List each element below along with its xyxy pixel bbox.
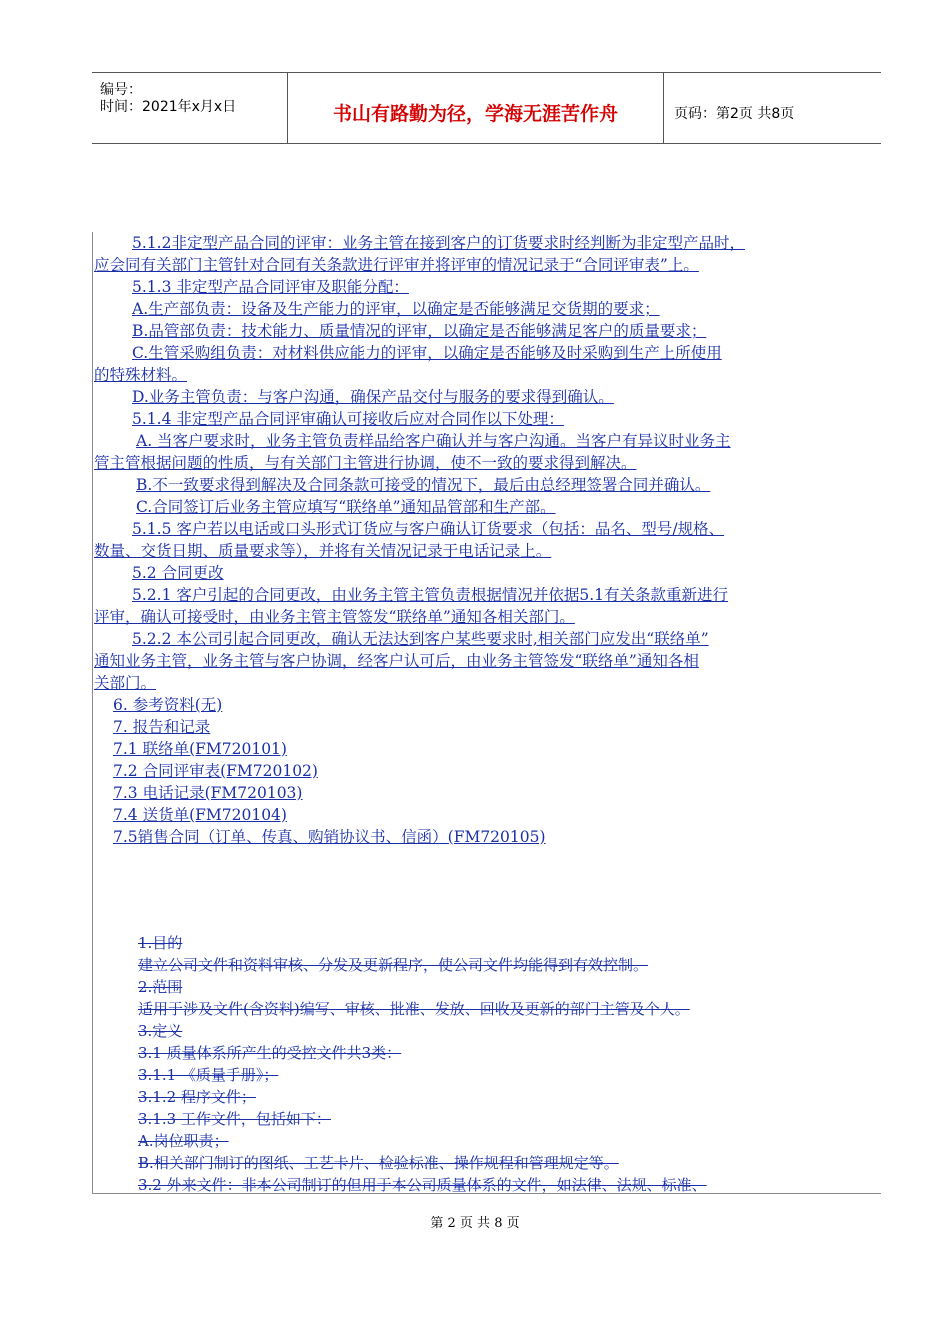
deleted-line — [138, 1108, 883, 1130]
revised-line — [94, 518, 884, 540]
deleted-line — [138, 1064, 883, 1086]
deleted-line-text: 3.1.2 程序文件； — [138, 1088, 256, 1106]
revised-line — [94, 738, 884, 760]
revised-line — [94, 782, 884, 804]
revised-line-text: 评审，确认可接受时，由业务主管主管签发“联络单”通知各相关部门。 — [94, 608, 575, 626]
revised-line — [94, 254, 884, 276]
revised-line-text: 5.1.3 非定型产品合同评审及职能分配： — [132, 278, 409, 296]
revised-line — [94, 364, 884, 386]
deleted-line-text: 3.1.3 工作文件，包括如下： — [138, 1110, 331, 1128]
revised-line-text: 7.4 送货单(FM720104) — [113, 806, 287, 824]
revised-line-text: 7.3 电话记录(FM720103) — [113, 784, 303, 802]
revised-line-text: D.业务主管负责：与客户沟通，确保产品交付与服务的要求得到确认。 — [132, 388, 614, 406]
document-time-label: 时间：2021年x月x日 — [100, 99, 237, 115]
deleted-line-text: 2.范围 — [138, 978, 183, 996]
header-info-cell — [92, 73, 287, 143]
revised-line — [94, 562, 884, 584]
revised-line-text: C.合同签订后业务主管应填写“联络单”通知品管部和生产部。 — [136, 498, 556, 516]
revised-line — [94, 430, 884, 452]
revised-line-text: 的特殊材料。 — [94, 366, 188, 384]
deleted-line-text: 1.目的 — [138, 934, 183, 952]
page-footer: 第 2 页 共 8 页 — [430, 1216, 520, 1231]
revised-text-block — [94, 232, 884, 848]
revised-line-text: C.生管采购组负责：对材料供应能力的评审，以确定是否能够及时采购到生产上所使用 — [132, 344, 722, 362]
revised-line-text: 7.1 联络单(FM720101) — [113, 740, 287, 758]
revised-line — [94, 298, 884, 320]
deleted-line — [138, 1042, 883, 1064]
revised-line — [94, 276, 884, 298]
revised-line-text: A. 当客户要求时，业务主管负责样品给客户确认并与客户沟通。当客户有异议时业务主 — [136, 432, 731, 450]
deleted-line — [138, 976, 883, 998]
revised-line — [94, 386, 884, 408]
header-page-number: 页码：第2页 共8页 — [674, 106, 795, 122]
header-motto: 书山有路勤为径，学海无涯苦作舟 — [332, 103, 618, 125]
revised-line-text: 5.1.2非定型产品合同的评审：业务主管在接到客户的订货要求时经判断为非定型产品时， — [132, 234, 745, 252]
revised-line-text: 数量、交货日期、质量要求等），并将有关情况记录于电话记录上。 — [94, 542, 552, 560]
deleted-text-block — [138, 932, 883, 1196]
revised-line-text: 5.1.4 非定型产品合同评审确认可接收后应对合同作以下处理： — [132, 410, 564, 428]
revised-line — [94, 452, 884, 474]
revised-line-text: 应会同有关部门主管针对合同有关条款进行评审并将评审的情况记录于“合同评审表”上。 — [94, 256, 699, 274]
page-header — [92, 72, 881, 144]
deleted-line — [138, 932, 883, 954]
revised-line — [94, 760, 884, 782]
deleted-line — [138, 1020, 883, 1042]
deleted-line-text: 3.定义 — [138, 1022, 183, 1040]
revised-line-text: 7.5销售合同（订单、传真、购销协议书、信函）(FM720105) — [113, 828, 546, 846]
deleted-line-text: 3.1.1 《质量手册》； — [138, 1066, 279, 1084]
deleted-line-text: A.岗位职责； — [138, 1132, 229, 1150]
revised-line-text: 7.2 合同评审表(FM720102) — [113, 762, 318, 780]
revised-line — [94, 826, 884, 848]
header-divider — [663, 73, 664, 143]
revised-line — [94, 804, 884, 826]
revised-line-text: 关部门。 — [94, 674, 157, 692]
revised-line — [94, 232, 884, 254]
revised-line-text: 5.2.2 本公司引起合同更改，确认无法达到客户某些要求时,相关部门应发出“联络单” — [132, 630, 709, 648]
deleted-line — [138, 1130, 883, 1152]
deleted-line — [138, 998, 883, 1020]
deleted-line-text: 3.1 质量体系所产生的受控文件共3类： — [138, 1044, 402, 1062]
revised-line — [94, 540, 884, 562]
deleted-line — [138, 1174, 883, 1196]
revised-line — [94, 606, 884, 628]
revised-line-text: 5.2.1 客户引起的合同更改，由业务主管主管负责根据情况并依据5.1有关条款重新进行 — [132, 586, 729, 604]
revised-line-text: B.不一致要求得到解决及合同条款可接受的情况下，最后由总经理签署合同并确认。 — [136, 476, 711, 494]
revised-line-text: 5.2 合同更改 — [132, 564, 224, 582]
revision-margin-line — [92, 232, 93, 1194]
revised-line — [94, 584, 884, 606]
revised-line — [94, 694, 884, 716]
revised-line-text: 6. 参考资料(无) — [113, 696, 223, 714]
revised-line-text: 管主管根据问题的性质，与有关部门主管进行协调，使不一致的要求得到解决。 — [94, 454, 637, 472]
revised-line-text: 通知业务主管，业务主管与客户协调，经客户认可后，由业务主管签发“联络单”通知各相 — [94, 652, 699, 670]
revised-line-text: B.品管部负责：技术能力、质量情况的评审，以确定是否能够满足客户的质量要求； — [132, 322, 707, 340]
deleted-line — [138, 1086, 883, 1108]
revised-line — [94, 320, 884, 342]
revised-line — [94, 650, 884, 672]
revised-line — [94, 342, 884, 364]
document-code-label: 编号： — [100, 82, 142, 98]
revised-line — [94, 474, 884, 496]
deleted-line — [138, 1152, 883, 1174]
deleted-line-text: 3.2 外来文件：非本公司制订的但用于本公司质量体系的文件，如法律、法规、标准、 — [138, 1176, 707, 1194]
revised-line — [94, 408, 884, 430]
deleted-line-text: 建立公司文件和资料审核、分发及更新程序，使公司文件均能得到有效控制。 — [138, 956, 649, 974]
deleted-line — [138, 954, 883, 976]
revised-line — [94, 628, 884, 650]
deleted-line-text: B.相关部门制订的图纸、工艺卡片、检验标准、操作规程和管理规定等。 — [138, 1154, 619, 1172]
revised-line — [94, 496, 884, 518]
revised-line-text: 7. 报告和记录 — [113, 718, 211, 736]
revised-line — [94, 672, 884, 694]
deleted-line-text: 适用于涉及文件(含资料)编写、审核、批准、发放、回收及更新的部门主管及个人。 — [138, 1000, 690, 1018]
revised-line-text: A.生产部负责：设备及生产能力的评审，以确定是否能够满足交货期的要求； — [132, 300, 660, 318]
revised-line — [94, 716, 884, 738]
revised-line-text: 5.1.5 客户若以电话或口头形式订货应与客户确认订货要求（包括：品名、型号/规格、 — [132, 520, 725, 538]
